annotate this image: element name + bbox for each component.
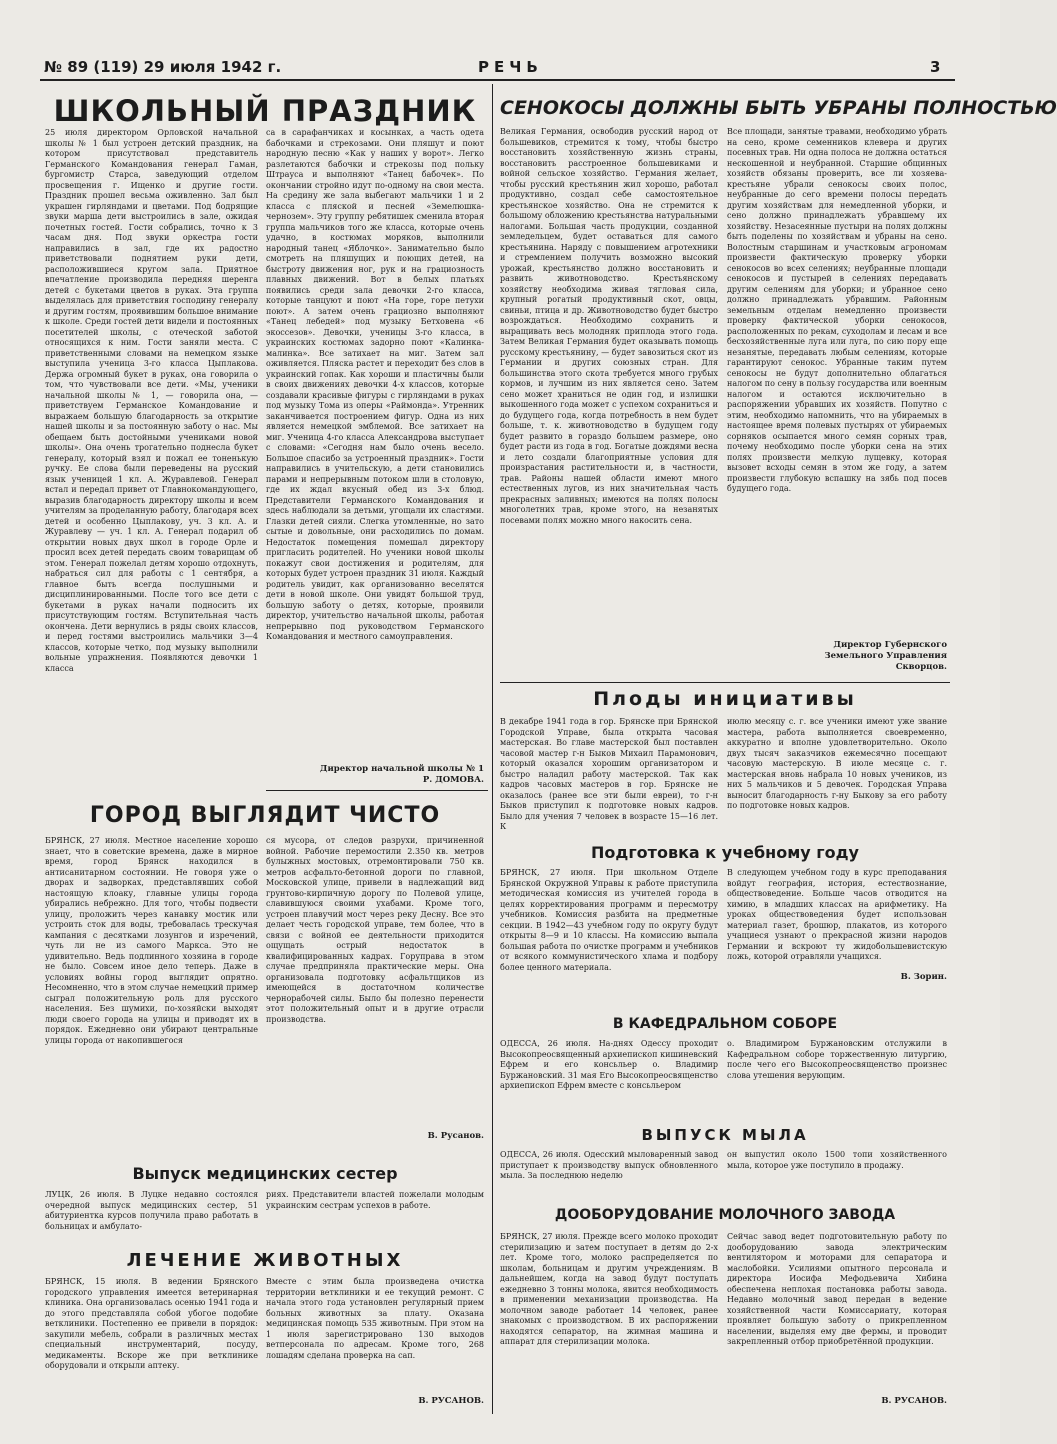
study-col2: В следующем учебном году в курс преподавания войдут география, история, естествознание, обществоведение. Больше часов отводится на химию, в младших классах на арифметику. На уроках обществоведения будет использован материал газет, брошюр, плакатов, из которого учащиеся узнают о прекрасной жизни народов Германии и вскроют ту жидобольшевистскую ложь, которой отравляли учащихся. bbox=[727, 868, 947, 961]
animals-col1: БРЯНСК, 15 июля. В ведении Брянского городского управления имеется ветеринарная клиника. Она организовалась осенью 1941 года и до этого представляла собой убогое подобие ветклиники. Постепенно ее привели в порядок: закупили мебель, собрали в различных местах специальный инструментарий, посуду, медикаменты. Вскоре же при ветклинике оборудовали и открыли аптеку. bbox=[45, 1277, 258, 1370]
dairy-signature: В. РУСАНОВ. bbox=[881, 1396, 947, 1406]
study-title: Подготовка к учебному году bbox=[591, 843, 859, 862]
nurses-col1: ЛУЦК, 26 июля. В Луцке недавно состоялся очередной выпуск медицинских сестер, 51 абитуриентка курсов получила право работать в больницах и амбулато- bbox=[45, 1190, 258, 1231]
page-number: 3 bbox=[930, 58, 941, 76]
city-col2: ся мусора, от следов разрухи, причиненной войной. Рабочие перемостили 2.350 кв. метров булыжных мостовых, отремонтировали 750 кв. метров асфальто-бетонной дороги по главной, Московской улице, привели в надлежащий вид грунтово-кирпичную дорогу по Полевой улице, славившуюся своими ухабами. Кроме того, устроен плавучий мост через реку Десну. Все это делает честь городской управе, тем более, что в связи с войной ее деятельности приходится ощущать острый недостаток в квалифицированных кадрах. Горуправа в этом случае предприняла практические меры. Она организовала подготовку асфальтщиков из имеющейся в достаточном количестве чернорабочей силы. Было бы полезно перенести этот положительный опыт и в другие отрасли производства. bbox=[266, 836, 484, 1024]
city-title: ГОРОД ВЫГЛЯДИТ ЧИСТО bbox=[89, 803, 441, 828]
newspaper-name: РЕЧЬ bbox=[478, 58, 543, 76]
study-col1: БРЯНСК, 27 июля. При школьном Отделе Брянской Окружной Управы к работе приступила методическая комиссия из учителей города в целях корректирования программ и пересмотру учебников. Комиссия разбита на предметные секции. В 1942—43 учебном году по округу будут открыты 8—9 и 10 классы. На комиссию выпала большая работа по очистке программ и учебников от всякого коммунистического хлама и подбору более ценного материала. bbox=[500, 868, 718, 972]
hay-col1: Великая Германия, освободив русский народ от большевиков, стремится к тому, чтобы быстро восстановить хозяйственную жизнь страны, восстановить расстроенное большевиками и войной сельское хозяйство. Германия желает, чтобы русский крестьянин жил хорошо, работал продуктивно, создал себе самостоятельное крестьянское хозяйство. Она не стремится к большому обложению крестьянства натуральными налогами. Большая часть продукции, созданной земледельцем, будет оставаться для самого крестьянина. Наряду с повышением агротехники и стремлением получить возможно высокий урожай, крестьянство должно восстановить и развить животноводство. Крестьянскому хозяйству необходима живая тягловая сила, крупный рогатый продуктивный скот, овцы, свиньи, птица и др. Животноводство будет быстро возрождаться. Необходимо сохранить и выращивать весь молодняк приплода этого года. Затем Великая Германия будет оказывать помощь русскому крестьянину, — будет завозиться скот из Германии и других союзных стран. Для большинства этого скота требуется много грубых кормов, и лучшим из них является сено. Затем сено может храниться не один год, и излишки выкошенного года может с успехом сохраниться и до будущего года, когда потребность в нем будет больше, т. к. животноводство в будущем году будет развито в гораздо большем размере, оно будет расти из года в год. Богатые дождями весна и лето создали благоприятные условия для произрастания растительности и, в частности, трав. Районы нашей области имеют много естественных лугов, из них значительная часть прекрасных заливных; имеются на полях полосы многолетних трав, кроме этого, на незанятых посевами полях можно много накосить сена. bbox=[500, 127, 718, 525]
initiative-title: Плоды инициативы bbox=[593, 688, 857, 710]
study-signature: В. Зорин. bbox=[900, 972, 947, 982]
hay-col2: Все площади, занятые травами, необходимо убрать на сено, кроме семенников клевера и других посевных трав. Ни одна полоса не должна остаться нескошенной и неубранной. Старшие общинных хозяйств обязаны проверить, все ли хозяева-крестьяне убрали сенокосы своих полос, неубранные до сего времени полосы передать другим хозяйствам для немедленной уборки, и сено должно принадлежать убравшему их хозяйству. Незасеянные пустыри на полях должны быть поделены по хозяйствам и убраны на сено. Волостным старшинам и участковым агрономам произвести фактическую проверку уборки сенокосов во всех селениях; неубранные площади сенокосов и пустырей в селениях передавать другим селениям для уборки; и убранное сено должно принадлежать убравшим. Районным земельным отделам немедленно произвести проверку фактической уборки сенокосов, расположенных по рекам, суходолам и лесам и все бесхозяйственные луга или луга, по сию пору еще незанятые, передавать любым селениям, которые гарантируют сенокос. Убранные таким путем сенокосы не будут дополнительно облагаться налогом по сену в пользу государства или военным налогом и остаются исключительно в распоряжении убравших их хозяйств. Попутно с этим, необходимо напомнить, что на убираемых в настоящее время полевых пустырях от убираемых сорняков осыпается много семян сорных трав, почему необходимо после уборки сена на этих полях произвести мелкую лущевку, которая вызовет всходы семян в этом же году, а затем произвести глубокую вспашку на зябь под посев будущего года. bbox=[727, 127, 947, 493]
school-col1: 25 июля директором Орловской начальной школы № 1 был устроен детский праздник, на котором присутствовал представитель Германского Командования генерал Гаман, бургомистр Старса, заведующий отделом просвещения г. Ищенко и другие гости. Праздник прошел весьма оживленно. Зал был украшен гирляндами и цветами. Под бодрящие звуки марша дети выстроились в зале, ожидая почетных гостей. Гости собрались, точно к 3 часам дня. Под звуки оркестра гости направились в зал, где их радостно приветствовали поднятием руки дети, расположившиеся кругом зала. Приятное впечатление производила передняя шеренга детей с букетами цветов в руках. Эта группа выделялась для приветствия господину генералу и другим гостям, проявившим большое внимание к школе. Среди гостей дети видели и постоянных посетителей школы, с отеческой заботой относящихся к ним. Гости заняли места. С приветственными словами на немецком языке выступила ученица 3-го класса Цыплакова. Держа огромный букет в руках, она говорила о том, что чувствовали все дети. «Мы, ученики начальной школы № 1, — говорила она, — приветствуем Германское Командование и выражаем большую благодарность за открытие нашей школы и за постоянную заботу о нас. Мы обещаем быть достойными учениками новой школы». Она очень трогательно поднесла букет генералу, который взял и пожал ее тоненькую ручку. Ее слова были переведены на русский язык ученицей 1 кл. А. Журавлевой. Генерал встал и передал привет от Главнокомандующего, выразив благодарность директору школы и всем учителям за проделанную работу, благодаря всех детей и особенно Цыплакову, уч. 3 кл. А. и Журавлеву — уч. 1 кл. А. Генерал подарил об открытии новых двух школ в городе Орле и просил всех детей передать своим товарищам об этом. Генерал пожелал детям хорошо отдохнуть, набраться сил для работы с 1 сентября, а главное быть всегда послушными и дисциплинированными. После того все дети с букетами в руках начали подносить их присутствующим гостям. Вступительная часть окончена. Дети вернулись в ряды своих классов, и перед гостями выстроились мальчики 3—4 классов, которые четко, под музыку выполнили вольные упражнения. Появляются девочки 1 класса bbox=[45, 128, 258, 673]
dairy-col1: БРЯНСК, 27 июля. Прежде всего молоко проходит стерилизацию и затем поступает в детям до 2-х лет. Кроме того, молоко распределяется по школам, больницам и другим учреждениям. В дальнейшем, когда на завод будут поступать ежедневно 3 тонны молока, явится необходимость в применении механизации производства. На молочном заводе работает 14 человек, ранее знакомых с производством. В их распоряжении находятся сепаратор, на жимная машина и аппарат для стерилизации молока. bbox=[500, 1232, 718, 1346]
header-rule bbox=[40, 79, 955, 81]
animals-col2: Вместе с этим была произведена очистка территории ветклиники и ее текущий ремонт. С начала этого года установлен регулярный прием больных животных за плату. Оказана медицинская помощь 535 животным. При этом на 1 июля зарегистрировано 130 выходов ветперсонала по адресам. Кроме того, 268 лошадям сделана проверка на сап. bbox=[266, 1277, 484, 1360]
school-title: ШКОЛЬНЫЙ ПРАЗДНИК bbox=[53, 94, 477, 128]
hay-signature: Директор Губернского Земельного Управления Скворцов. bbox=[824, 640, 947, 672]
city-signature: В. Русанов. bbox=[427, 1131, 484, 1141]
hay-title: СЕНОКОСЫ ДОЛЖНЫ БЫТЬ УБРАНЫ ПОЛНОСТЬЮ bbox=[500, 97, 1057, 119]
dairy-col2: Сейчас завод ведет подготовительную работу по дооборудованию завода электрическим вентилятором и моторами для сепаратора и маслобойки. Усилиями опытного персонала и директора Иосифа Мефодьевича Хибина обеспечена неплохая постановка работы завода. Недавно молочный завод передан в ведение хозяйственной части Комиссариату, которая проявляет большую заботу о прикрепленном населении, выделяя ему две фермы, и проводит закрепленный отбор приобретённой продукции. bbox=[727, 1232, 947, 1346]
school-signature: Директор начальной школы № 1 Р. ДОМОВА. bbox=[319, 764, 484, 785]
animals-signature: В. РУСАНОВ. bbox=[418, 1396, 484, 1406]
cathedral-title: В КАФЕДРАЛЬНОМ СОБОРЕ bbox=[612, 1016, 838, 1032]
animals-title: ЛЕЧЕНИЕ ЖИВОТНЫХ bbox=[126, 1250, 404, 1271]
dairy-title: ДООБОРУДОВАНИЕ МОЛОЧНОГО ЗАВОДА bbox=[554, 1207, 896, 1223]
soap-col2: он выпустил около 1500 топи хозяйственного мыла, которое уже поступило в продажу. bbox=[727, 1150, 947, 1170]
hay-rule bbox=[500, 682, 950, 683]
school-col2: са в сарафанчиках и косынках, а часть одета бабочками и стрекозами. Они пляшут и поют народную песню «Как у наших у ворот». Легко разлетаются бабочки и стрекозы под польку Штрауса и выполняют «Танец бабочек». По окончании стройно идут по-одному на свои места. На средину же зала выбегают мальчики 1 и 2 класса с пляской и песней «Земелюшка-чернозем». Эту группу ребятишек сменила вторая группа мальчиков того же класса, которые очень удачно, в костюмах моряков, выполнили народный танец «Яблочко». Занимательно было смотреть на пляшущих и поющих детей, на быстроту движения ног, рук и на грациозность плавных движений. Вот в белых платьях появились среди зала девочки 2-го класса, которые танцуют и поют «На горе, горе петухи поют». А затем очень грациозно выполняют «Танец лебедей» под музыку Бетховена «6 экоссезов». Девочки, ученицы 3-го класса, в украинских костюмах задорно поют «Калинка-малинка». Все затихает на миг. Затем зал оживляется. Пляска растет и переходит без слов в украинский гопак. Как хороши и пластичны были в своих движениях девочки 4-х классов, которые создавали красивые фигуры с гирляндами в руках под музыку Тома из оперы «Раймонда». Утренник заканчивается построением фигур. Одна из них является немецкой эмблемой. Все затихает на миг. Ученица 4-го класса Александрова выступает с словами: «Сегодня нам было очень весело. Большое спасибо за устроенный праздник». Гости направились в учительскую, а дети становились парами и непрерывным потоком шли в столовую, где их ждал вкусный обед из 3-х блюд. Представители Германского Командования и здесь наблюдали за детьми, угощали их сластями. Глазки детей сияли. Слегка утомленные, но зато сытые и довольные, они расходились по домам. Недостаток помещения помешал директору пригласить родителей. Но ученики новой школы покажут свои достижения и родителям, для которых будет устроен праздник 31 июля. Каждый родитель увидит, как организованно веселятся дети в новой школе. Они увидят большой труд, большую заботу о детях, которые, проявили директор, учительство начальной школы, работая непрерывно под руководством Германского Командования и местного самоуправления. bbox=[266, 128, 484, 641]
soap-title: ВЫПУСК МЫЛА bbox=[641, 1126, 809, 1144]
nurses-title: Выпуск медицинских сестер bbox=[132, 1164, 398, 1183]
cathedral-col1: ОДЕССА, 26 июля. На-днях Одессу проходит Высокопреосвященный архиепископ кишиневский Ефрем и его консьльер о. Владимир Буржановский. 31 мая Его Высокопреосвященство архиепископ Ефрем вместе с консьльером bbox=[500, 1039, 718, 1090]
issue-number: № 89 (119) 29 июля 1942 г. bbox=[44, 58, 282, 76]
column-divider bbox=[492, 84, 493, 1414]
city-col1: БРЯНСК, 27 июля. Местное население хорошо знает, что в советские времена, даже в мирное время, город Брянск находился в антисанитарном состоянии. Не говоря уже о дворах и задворках, представлявших собой настоящую клоаку, главные улицы города убирались небрежно. Для того, чтобы подвести улицу, проложить через канавку мостик или устроить сток для воды, требовалась трескучая кампания с десятками лозунгов и изречений, чуть ли не из самого Маркса. Это не удивительно. Ведь подлинного хозяина в городе не было. Совсем иное дело теперь. Даже в условиях войны город выглядит опрятно. Несомненно, что в этом случае немецкий пример сыграл положительную роль для русского населения. Без шумихи, по-хозяйски выходят люди своего города на улицы и приводят их в порядок. Ежедневно они убирают центральные улицы города от накопившегося bbox=[45, 836, 258, 1045]
initiative-col2: июлю месяцу с. г. все ученики имеют уже звание мастера, работа выполняется своевременно, аккуратно и вполне удовлетворительно. Около двух тысяч заказчиков ежемесячно посещают часовую мастерскую. В июле месяце с. г. мастерская вновь набрала 10 новых учеников, из них 5 мальчиков и 5 девочек. Городская Управа выносит благодарность г-ну Быкову за его работу по подготовке новых кадров. bbox=[727, 717, 947, 810]
nurses-col2: риях. Представители властей пожелали молодым украинским сестрам успехов в работе. bbox=[266, 1190, 484, 1210]
city-rule bbox=[266, 790, 488, 791]
initiative-col1: В декабре 1941 года в гор. Брянске при Брянской Городской Управе, была открыта часовая мастерская. Во главе мастерской был поставлен часовой мастер г-н Быков Михаил Парамонович, который оказался хорошим организатором и быстро наладил работу мастерской. Так как кадров часовых мастеров в гор. Брянске не оказалось (ранее все эти были евреи), то г-н Быков приступил к подготовке новых кадров. Было для учения 7 человек в возрасте 15—16 лет. К bbox=[500, 717, 718, 831]
cathedral-col2: о. Владимиром Буржановским отслужили в Кафедральном соборе торжественную литургию, после чего его Высокопреосвященство произнес слова утешения верующим. bbox=[727, 1039, 947, 1080]
soap-col1: ОДЕССА, 26 июля. Одесский мыловаренный завод приступает к производству выпуск обновленного мыла. За последнюю неделю bbox=[500, 1150, 718, 1180]
